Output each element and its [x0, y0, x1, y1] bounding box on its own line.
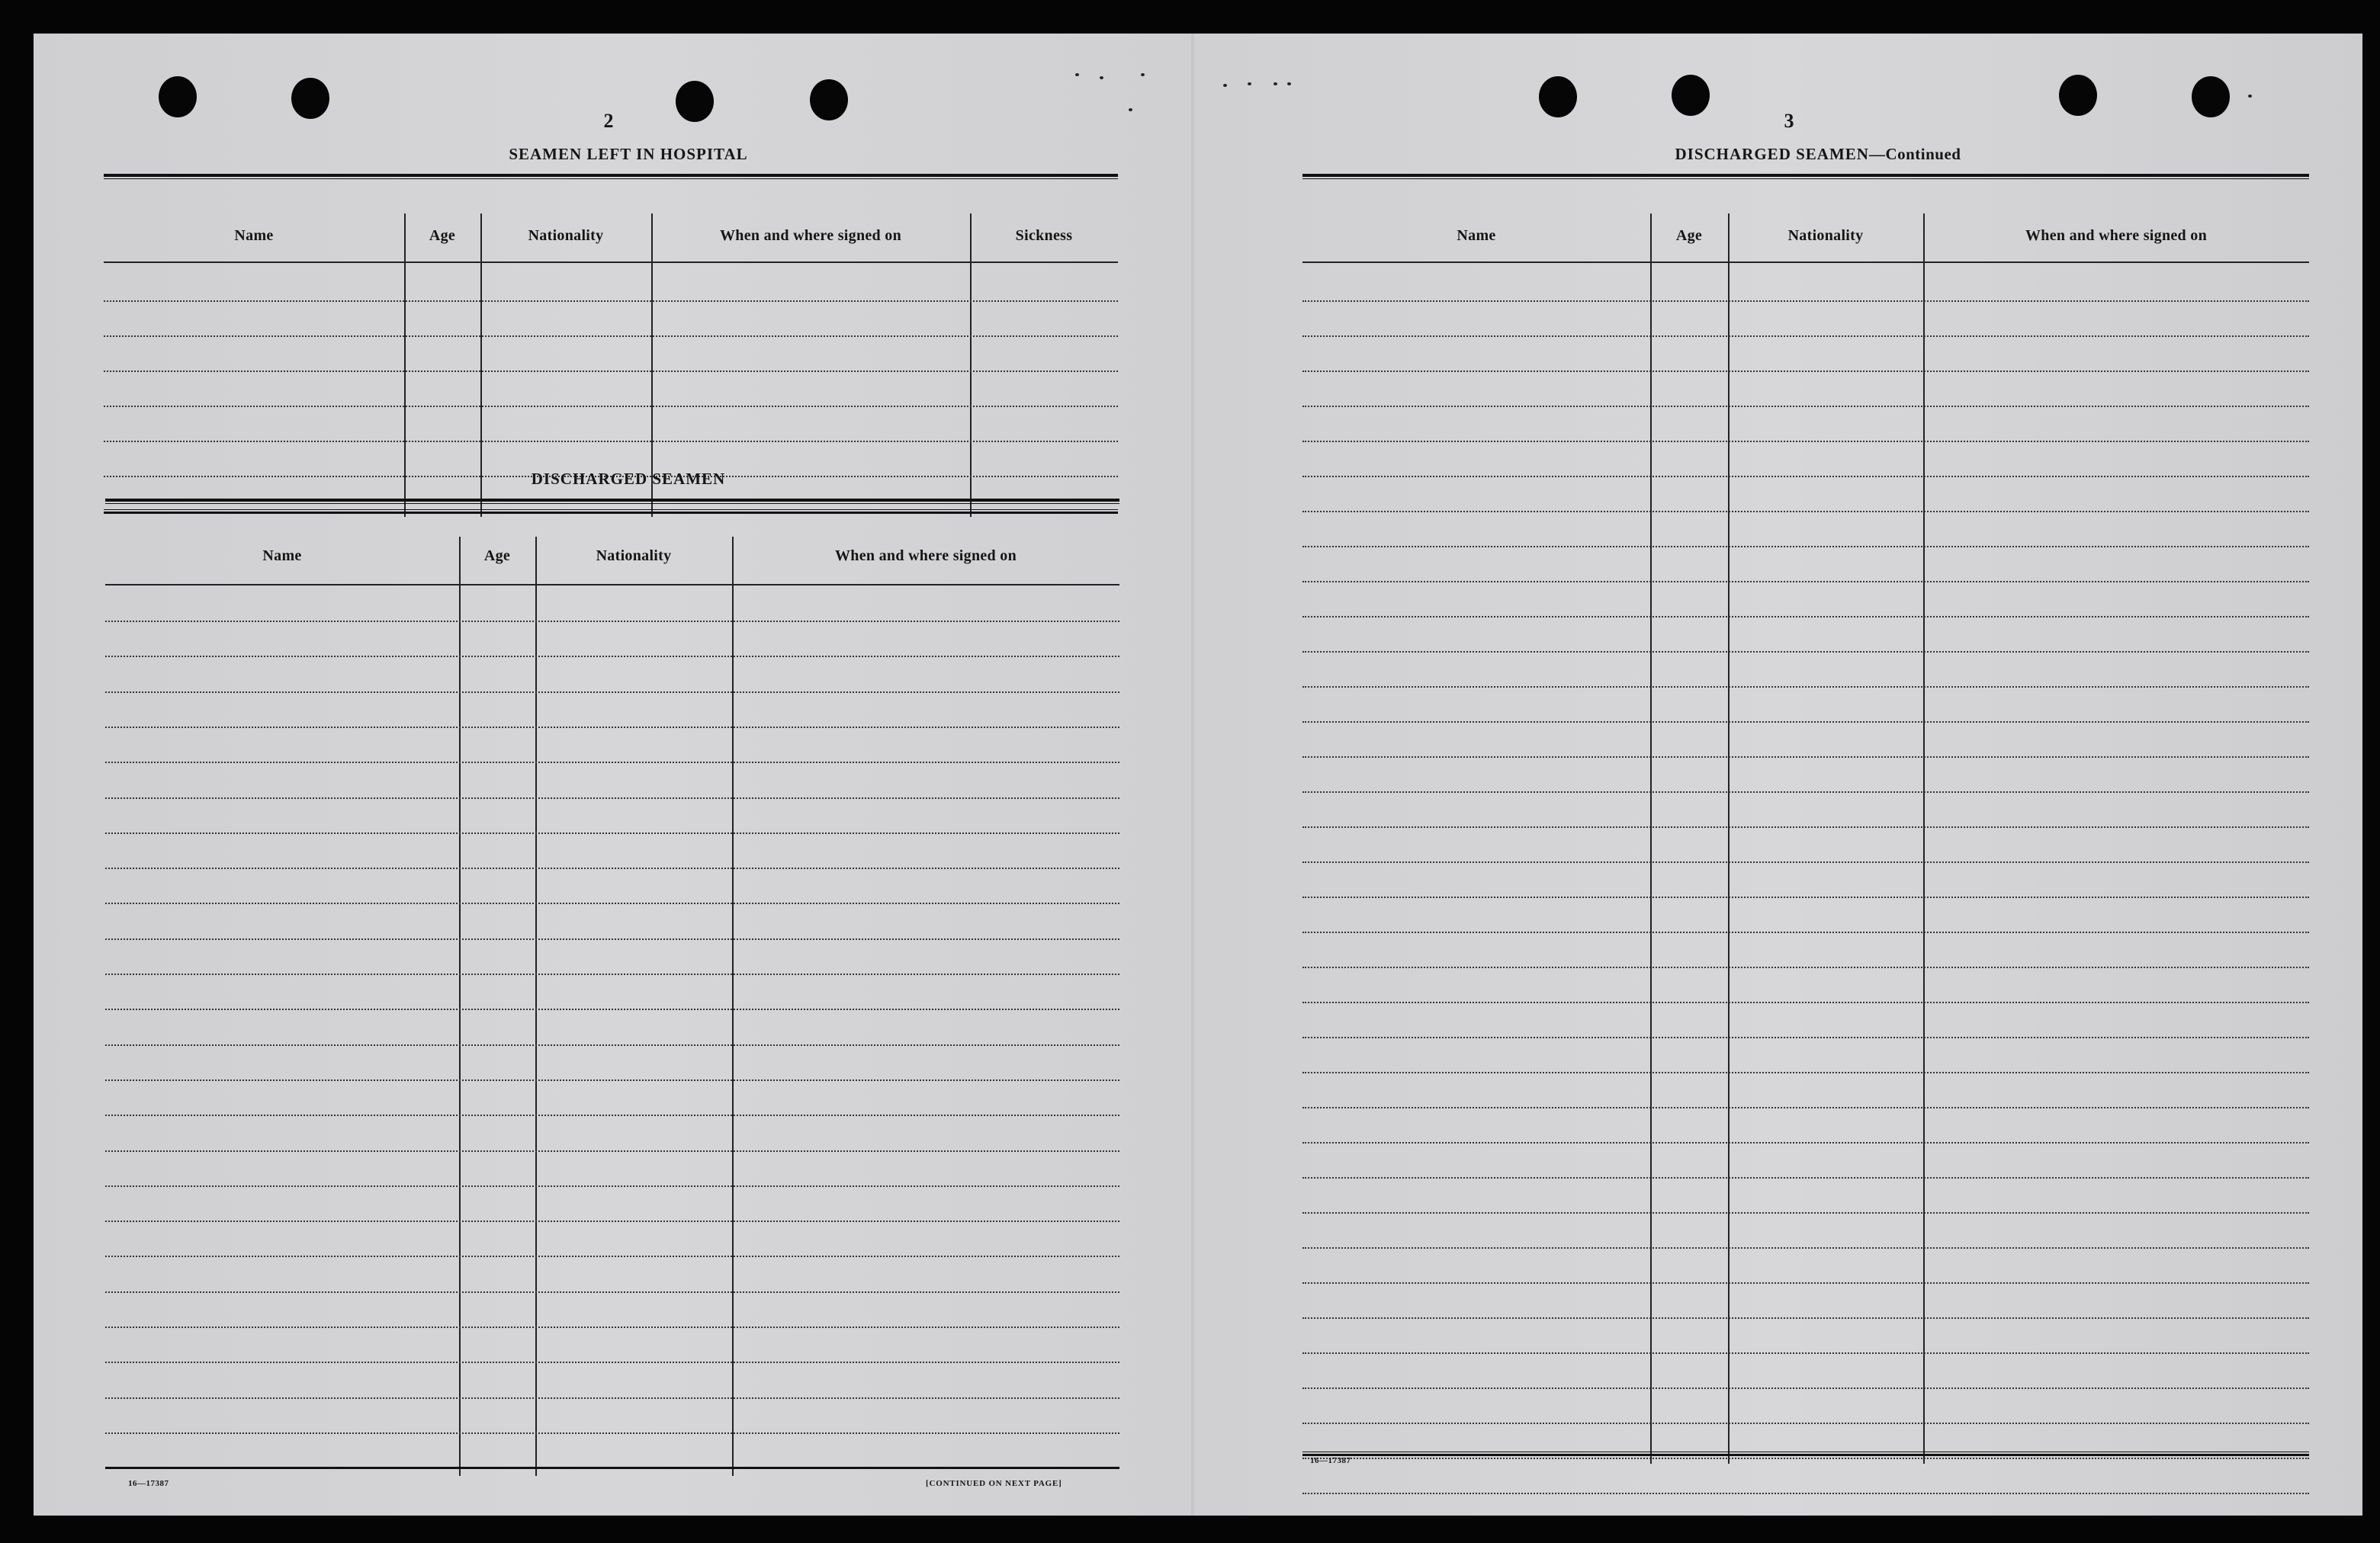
- table-row: [1302, 476, 2309, 477]
- column-header-age: Age: [483, 547, 511, 564]
- table-row: [105, 727, 1119, 728]
- column-header-name: Name: [234, 227, 274, 244]
- hospital-table: [104, 174, 1118, 448]
- column-divider: [1728, 213, 1730, 1464]
- table-row: [1302, 1247, 2309, 1249]
- table-row: [105, 1256, 1119, 1257]
- table-row: [1302, 826, 2309, 828]
- table-row: [1302, 967, 2309, 968]
- table-row: [105, 1079, 1119, 1081]
- discharged-table: [105, 499, 1119, 1474]
- table-row: [105, 1397, 1119, 1399]
- table-row: [1302, 897, 2309, 898]
- table-row: [105, 1150, 1119, 1152]
- table-row: [105, 868, 1119, 869]
- table-row: [1302, 335, 2309, 337]
- table-row: [105, 762, 1119, 763]
- table-row: [104, 441, 1118, 442]
- table-row: [104, 371, 1118, 372]
- column-divider: [1923, 213, 1925, 1464]
- table-row: [105, 1221, 1119, 1222]
- table-row: [1302, 406, 2309, 407]
- table-row: [105, 1362, 1119, 1363]
- table-bottom-rule: [105, 1467, 1119, 1469]
- table-row: [105, 691, 1119, 693]
- right-page: [1193, 34, 2362, 1516]
- table-row: [105, 797, 1119, 799]
- column-header-nationality: Nationality: [528, 227, 604, 244]
- table-row: [105, 1291, 1119, 1293]
- column-header-nationality: Nationality: [596, 547, 672, 564]
- table-row: [1302, 756, 2309, 758]
- column-header-name: Name: [262, 547, 302, 564]
- column-header-signed-on: When and where signed on: [835, 547, 1017, 564]
- table-top-rule: [104, 174, 1118, 179]
- table-row: [1302, 861, 2309, 863]
- table-row: [105, 974, 1119, 975]
- form-code: 16—17387: [128, 1479, 169, 1488]
- discharged-continued-table: [1302, 174, 2309, 1455]
- table-row: [1302, 511, 2309, 512]
- table-row: [1302, 1142, 2309, 1144]
- table-row: [1302, 1212, 2309, 1214]
- table-row: [105, 903, 1119, 904]
- column-divider: [404, 213, 406, 517]
- table-row: [1302, 1387, 2309, 1389]
- table-bottom-rule: [1302, 1452, 2309, 1456]
- table-row: [1302, 1282, 2309, 1284]
- table-row: [1302, 686, 2309, 688]
- column-divider: [970, 213, 972, 517]
- discharged-section-title: DISCHARGED SEAMEN: [531, 470, 726, 488]
- table-row: [1302, 1423, 2309, 1424]
- column-divider: [535, 537, 537, 1476]
- table-row: [1302, 300, 2309, 302]
- table-top-rule: [1302, 174, 2309, 179]
- column-header-sickness: Sickness: [1015, 227, 1073, 244]
- table-row: [1302, 1317, 2309, 1319]
- column-header-age: Age: [1675, 227, 1703, 244]
- table-row: [1302, 651, 2309, 653]
- table-row: [105, 1009, 1119, 1010]
- table-row: [104, 406, 1118, 407]
- table-row: [1302, 1002, 2309, 1003]
- column-divider: [732, 537, 734, 1476]
- table-row: [1302, 1037, 2309, 1038]
- table-row: [1302, 791, 2309, 793]
- table-row: [105, 832, 1119, 834]
- table-row: [104, 335, 1118, 337]
- header-divider: [105, 584, 1119, 585]
- table-row: [105, 1326, 1119, 1328]
- table-row: [1302, 1493, 2309, 1494]
- table-row: [105, 621, 1119, 622]
- discharged-continued-title: [1620, 145, 2016, 164]
- page-number: 2: [603, 110, 614, 132]
- table-row: [105, 1185, 1119, 1187]
- scanned-document: [34, 34, 2362, 1516]
- table-top-rule: [105, 499, 1119, 504]
- table-row: [1302, 371, 2309, 372]
- table-row: [1302, 1352, 2309, 1354]
- table-row: [1302, 581, 2309, 582]
- column-header-nationality: Nationality: [1787, 227, 1864, 244]
- table-row: [1302, 546, 2309, 547]
- column-header-name: Name: [1457, 227, 1496, 244]
- form-code: 16—17387: [1310, 1456, 1351, 1465]
- table-row: [105, 656, 1119, 657]
- table-row: [105, 1044, 1119, 1046]
- table-row: [1302, 441, 2309, 442]
- title-suffix: —Continued: [1868, 145, 1961, 163]
- table-row: [105, 938, 1119, 940]
- table-row: [105, 1432, 1119, 1434]
- left-page: [34, 34, 1193, 1516]
- table-row: [1302, 1458, 2309, 1459]
- table-row: [1302, 721, 2309, 723]
- header-divider: [104, 261, 1118, 263]
- table-row: [1302, 1107, 2309, 1108]
- table-row: [1302, 616, 2309, 618]
- table-row: [105, 1115, 1119, 1116]
- title-main: DISCHARGED SEAMEN: [1675, 145, 1869, 163]
- page-number: 3: [1784, 110, 1794, 132]
- continued-note: [CONTINUED ON NEXT PAGE]: [926, 1479, 1062, 1488]
- table-row: [1302, 1177, 2309, 1179]
- column-divider: [1650, 213, 1652, 1464]
- table-row: [1302, 1072, 2309, 1073]
- table-row: [1302, 932, 2309, 933]
- column-divider: [459, 537, 461, 1476]
- column-header-signed-on: When and where signed on: [720, 227, 901, 244]
- header-divider: [1302, 261, 2309, 263]
- column-header-age: Age: [429, 227, 456, 244]
- table-row: [104, 300, 1118, 302]
- hospital-section-title: SEAMEN LEFT IN HOSPITAL: [509, 145, 748, 163]
- column-header-signed-on: When and where signed on: [2025, 227, 2207, 244]
